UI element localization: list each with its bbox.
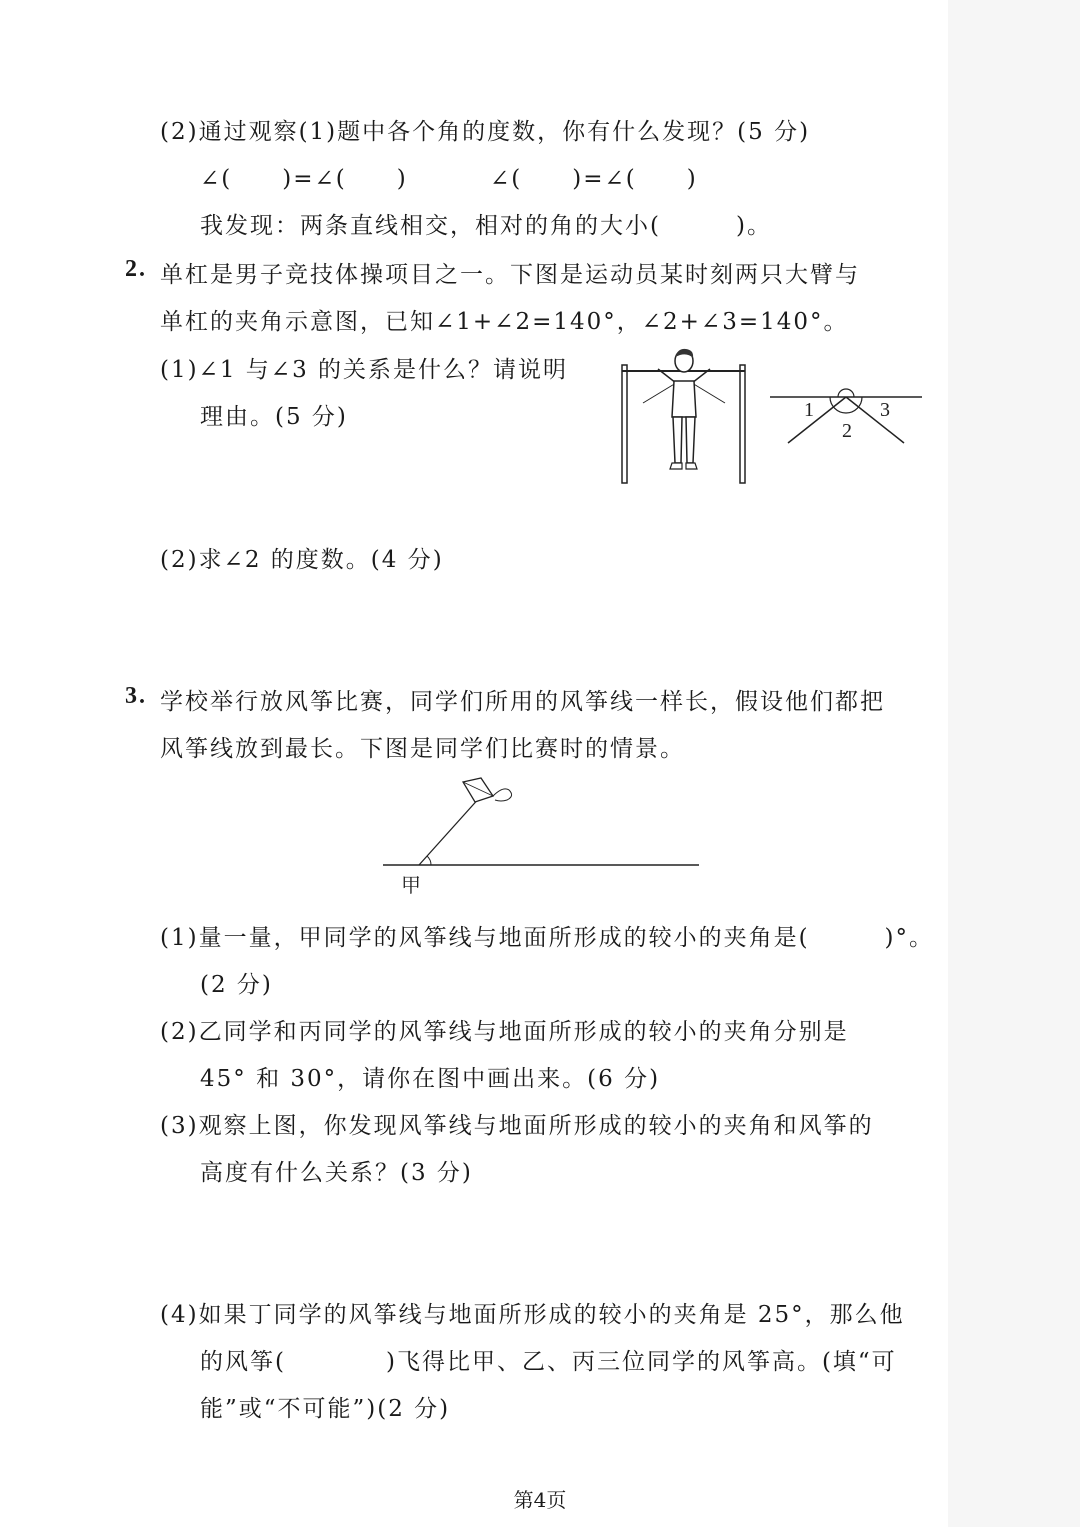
q3-stem-line2: 风筝线放到最长。下图是同学们比赛时的情景。 xyxy=(160,736,685,762)
kite-figure xyxy=(383,776,703,901)
q3-part4-line1: (4)如果丁同学的风筝线与地面所形成的较小的夹角是 25°，那么他 xyxy=(160,1302,905,1328)
q3-part4-line3: 能”或“不可能”)(2 分) xyxy=(200,1396,451,1422)
angle-arc-top xyxy=(838,389,854,397)
right-leg xyxy=(686,417,695,463)
q2-part2: (2)求∠2 的度数。(4 分) xyxy=(160,547,444,573)
angle3-label: 3 xyxy=(880,399,890,421)
arm-line-right xyxy=(846,397,904,443)
q3-part1-line2: (2 分) xyxy=(200,972,273,998)
q2-part1-line2: 理由。(5 分) xyxy=(200,404,348,430)
kite-string xyxy=(419,796,481,865)
angle1-label: 1 xyxy=(804,399,814,421)
q1-equation-a: ∠( )=∠( ) xyxy=(200,166,408,192)
q2-stem-line2: 单杠的夹角示意图，已知∠1+∠2=140°，∠2+∠3=140°。 xyxy=(160,309,849,335)
q3-part3-line1: (3)观察上图，你发现风筝线与地面所形成的较小的夹角和风筝的 xyxy=(160,1113,874,1139)
q3-part4-line2: 的风筝( )飞得比甲、乙、丙三位同学的风筝高。(填“可 xyxy=(200,1349,897,1375)
q3-part2-line2: 45° 和 30°，请你在图中画出来。(6 分) xyxy=(200,1066,661,1092)
angle-marker xyxy=(427,856,431,865)
q3-number: 3. xyxy=(125,683,147,709)
q3-part1-line1: (1)量一量，甲同学的风筝线与地面所形成的较小的夹角是( )°。 xyxy=(160,925,935,951)
q1-finding: 我发现：两条直线相交，相对的角的大小( )。 xyxy=(200,213,772,239)
angle2-label: 2 xyxy=(842,420,852,442)
arm-line-left xyxy=(788,397,846,443)
gymnast-illustration xyxy=(618,345,753,485)
kite-label-jia: 甲 xyxy=(401,873,421,897)
kite-tail xyxy=(493,789,512,801)
q3-part2-line1: (2)乙同学和丙同学的风筝线与地面所形成的较小的夹角分别是 xyxy=(160,1019,849,1045)
q2-number: 2. xyxy=(125,256,147,282)
kite-body xyxy=(463,778,493,802)
q2-stem-line1: 单杠是男子竞技体操项目之一。下图是运动员某时刻两只大臂与 xyxy=(160,262,860,288)
page-margin-strip xyxy=(948,0,1080,1527)
angle-diagram xyxy=(770,385,925,455)
gymnast-torso xyxy=(672,381,696,417)
left-foot xyxy=(670,463,682,469)
page-number: 第4页 xyxy=(513,1488,567,1512)
right-post xyxy=(740,365,745,483)
q1-part2-stem: (2)通过观察(1)题中各个角的度数，你有什么发现？(5 分) xyxy=(160,119,811,145)
q1-equation-b: ∠( )=∠( ) xyxy=(490,166,698,192)
right-foot xyxy=(686,463,697,469)
q3-part3-line2: 高度有什么关系？(3 分) xyxy=(200,1160,473,1186)
left-leg xyxy=(673,417,682,463)
right-arm-extension-line xyxy=(692,383,725,403)
left-post xyxy=(622,365,627,483)
q2-part1-line1: (1)∠1 与∠3 的关系是什么？请说明 xyxy=(160,357,569,383)
left-arm-extension-line xyxy=(643,383,676,403)
q3-stem-line1: 学校举行放风筝比赛，同学们所用的风筝线一样长，假设他们都把 xyxy=(160,689,885,715)
